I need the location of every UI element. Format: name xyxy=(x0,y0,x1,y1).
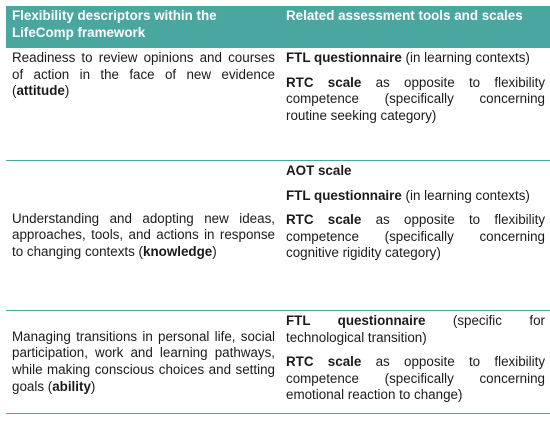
tool-description: (specific for technological transition) xyxy=(286,313,545,345)
tool-item xyxy=(286,188,545,205)
tool-description: as opposite to flexibility competence (specifically concerning emotional reaction to change) xyxy=(286,354,546,403)
tool-item xyxy=(286,75,545,125)
tool-item xyxy=(286,354,545,404)
descriptor-cell xyxy=(6,161,280,311)
descriptor-text-end: ) xyxy=(90,378,96,394)
tool-name: AOT scale xyxy=(286,163,352,178)
tool-description: (in learning contexts) xyxy=(401,50,530,65)
tools-cell xyxy=(280,311,550,414)
table-row xyxy=(6,48,550,161)
tool-name: FTL questionnaire xyxy=(286,313,426,328)
header-descriptors: Flexibility descriptors within the LifeComp framework xyxy=(6,6,280,48)
descriptor-category: knowledge xyxy=(143,243,213,259)
descriptor-text: Readiness to review opinions and courses of action in the face of new evidence ( xyxy=(12,50,275,99)
table-row xyxy=(6,161,550,311)
tool-name: RTC scale xyxy=(286,74,362,90)
header-tools: Related assessment tools and scales xyxy=(280,6,550,48)
tool-item xyxy=(286,163,545,180)
tool-item xyxy=(286,212,545,262)
tool-name: RTC scale xyxy=(286,354,362,370)
tool-name: RTC scale xyxy=(286,212,362,228)
tool-item xyxy=(286,50,545,67)
tools-cell xyxy=(280,48,550,161)
descriptor-text: Managing transitions in personal life, social participation, work and learning pathways, while making conscious choices and setting goals ( xyxy=(12,328,275,394)
descriptor-cell xyxy=(6,48,280,161)
table-row xyxy=(6,311,550,414)
tool-item xyxy=(286,313,545,346)
header-row xyxy=(6,6,550,48)
tools-cell xyxy=(280,161,550,311)
tool-name: FTL questionnaire xyxy=(286,50,402,65)
descriptor-text-end: ) xyxy=(64,83,70,99)
descriptor-category: ability xyxy=(52,378,91,394)
tool-description: as opposite to flexibility competence (specifically concerning cognitive rigidity category) xyxy=(286,212,546,261)
descriptor-category: attitude xyxy=(16,83,65,99)
descriptor-cell xyxy=(6,311,280,414)
tool-name: FTL questionnaire xyxy=(286,187,402,203)
flexibility-table xyxy=(6,6,550,414)
descriptor-text-end: ) xyxy=(212,243,217,259)
tool-description: as opposite to flexibility competence (specifically concerning routine seeking category) xyxy=(286,74,546,123)
tool-description: (in learning contexts) xyxy=(401,187,530,203)
descriptor-text: Understanding and adopting new ideas, approaches, tools, and actions in response to changing contexts ( xyxy=(12,210,275,259)
